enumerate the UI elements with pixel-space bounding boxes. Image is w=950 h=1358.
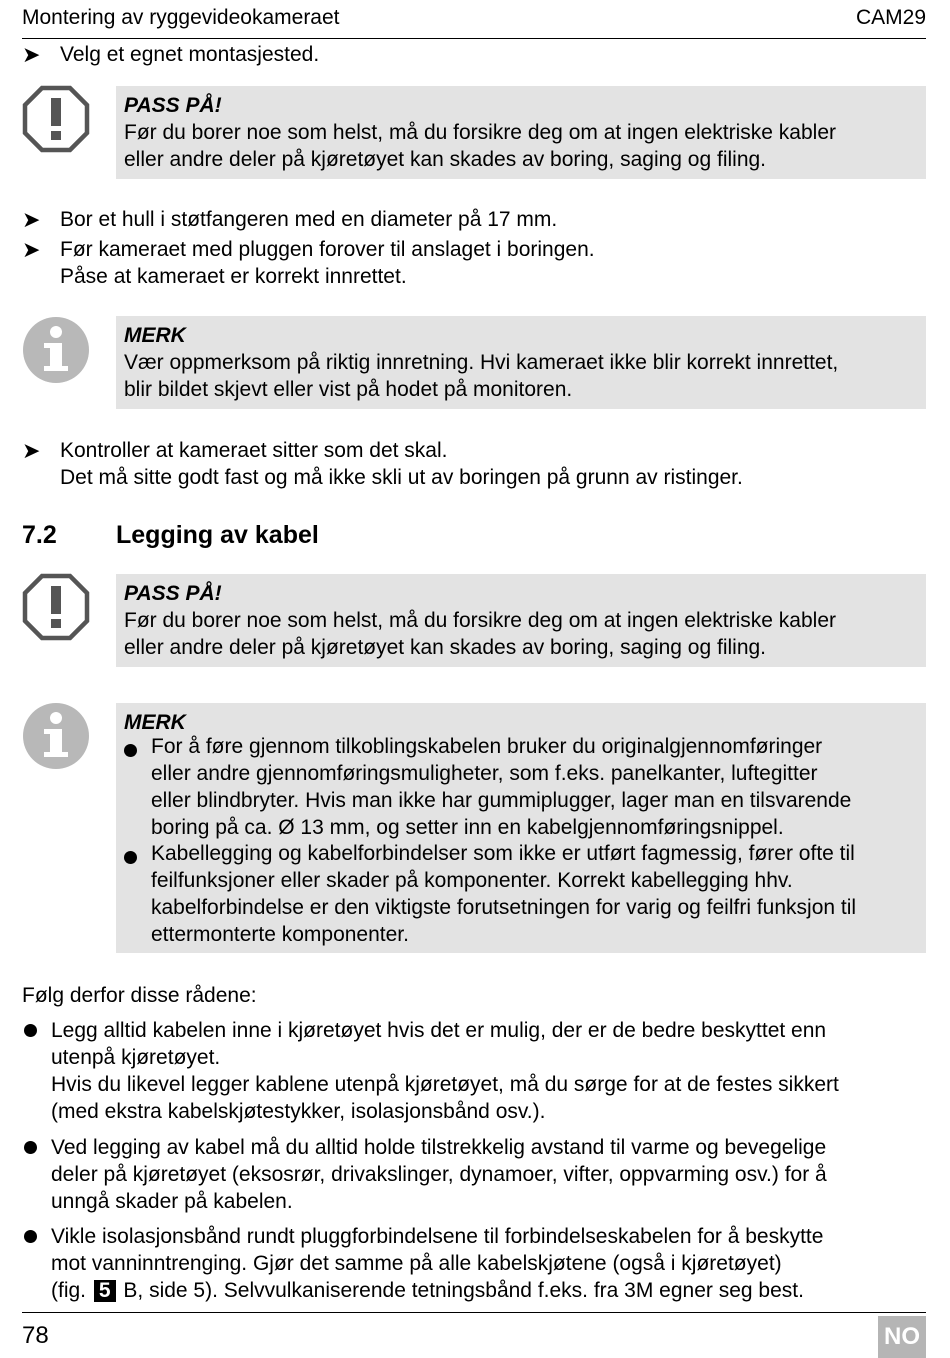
step-text: Velg et egnet montasjested. — [60, 43, 320, 66]
arrow-icon: ➤ — [22, 438, 41, 463]
figure-ref-badge: 5 — [94, 1280, 116, 1302]
step-line: Det må sitte godt fast og må ikke skli ut av boringen på grunn av ristinger. — [60, 466, 743, 489]
arrow-icon: ➤ — [22, 42, 41, 67]
warning-icon — [22, 573, 90, 641]
language-badge: NO — [878, 1316, 926, 1358]
header-title: Montering av ryggevideokameraet — [22, 6, 340, 29]
step-line: Kontroller at kameraet sitter som det skal. — [60, 439, 448, 462]
note-title: MERK — [124, 711, 186, 734]
page-number: 78 — [22, 1322, 49, 1349]
arrow-icon: ➤ — [22, 207, 41, 232]
advice-line: Vikle isolasjonsbånd rundt pluggforbindelsene til forbindelseskabelen for å beskytte — [51, 1225, 824, 1248]
warning-title: PASS PÅ! — [124, 582, 222, 605]
info-icon — [22, 702, 90, 770]
bullet-icon — [124, 744, 137, 757]
info-icon — [22, 316, 90, 384]
note-line: boring på ca. Ø 13 mm, og setter inn en kabelgjennomføringsnippel. — [151, 816, 784, 839]
note-box-1 — [116, 316, 926, 409]
step-line: Før kameraet med pluggen forover til anslaget i boringen. — [60, 238, 595, 261]
note-line: eller andre gjennomføringsmuligheter, som f.eks. panelkanter, luftegitter — [151, 762, 818, 785]
fig-suffix: B, side 5). Selvvulkaniserende tetningsbånd f.eks. fra 3M egner seg best. — [123, 1279, 804, 1302]
note-bullet-2 — [151, 840, 856, 948]
warning-body — [124, 607, 836, 661]
arrow-icon: ➤ — [22, 237, 41, 262]
advice-item-3 — [51, 1223, 823, 1304]
warning-box-1 — [116, 86, 926, 179]
note-line: Vær oppmerksom på riktig innretning. Hvi kameraet ikke blir korrekt innrettet, — [124, 351, 839, 374]
advice-line: utenpå kjøretøyet. — [51, 1046, 221, 1069]
step-line: Påse at kameraet er korrekt innrettet. — [60, 265, 407, 288]
step-text — [60, 437, 743, 491]
warning-line: eller andre deler på kjøretøyet kan skades av boring, saging og filing. — [124, 148, 767, 171]
warning-title: PASS PÅ! — [124, 94, 222, 117]
advice-item-2 — [51, 1134, 827, 1215]
warning-box-2 — [116, 574, 926, 667]
advice-line: Hvis du likevel legger kablene utenpå kjøretøyet, må du sørge for at de festes sikkert — [51, 1073, 839, 1096]
note-line: ettermonterte komponenter. — [151, 923, 409, 946]
advice-line: (med ekstra kabelskjøtestykker, isolasjonsbånd osv.). — [51, 1100, 546, 1123]
note-title: MERK — [124, 324, 186, 347]
note-line: For å føre gjennom tilkoblingskabelen bruker du originalgjennomføringer — [151, 735, 823, 758]
advice-line: deler på kjøretøyet (eksosrør, drivakslinger, dynamoer, vifter, oppvarming osv.) for å — [51, 1163, 827, 1186]
advice-line — [51, 1277, 823, 1304]
advice-line: unngå skader på kabelen. — [51, 1190, 293, 1213]
footer-divider — [22, 1312, 926, 1313]
warning-line: Før du borer noe som helst, må du forsikre deg om at ingen elektriske kabler — [124, 609, 836, 632]
section-number: 7.2 — [22, 521, 57, 549]
note-line: blir bildet skjevt eller vist på hodet på monitoren. — [124, 378, 573, 401]
note-line: feilfunksjoner eller skader på komponenter. Korrekt kabellegging hhv. — [151, 869, 793, 892]
advice-item-1 — [51, 1017, 839, 1125]
warning-body — [124, 119, 836, 173]
note-body — [124, 349, 838, 403]
advice-intro: Følg derfor disse rådene: — [22, 984, 257, 1007]
note-bullet-1 — [151, 733, 851, 841]
advice-line: mot vanninntrenging. Gjør det samme på alle kabelskjøtene (også i kjøretøyet) — [51, 1252, 782, 1275]
page-header — [22, 6, 926, 39]
header-product: CAM29 — [855, 6, 926, 29]
note-line: Kabellegging og kabelforbindelser som ikke er utført fagmessig, fører ofte til — [151, 842, 855, 865]
note-box-2 — [116, 703, 926, 953]
note-line: eller blindbryter. Hvis man ikke har gummiplugger, lager man en tilsvarende — [151, 789, 852, 812]
warning-line: eller andre deler på kjøretøyet kan skades av boring, saging og filing. — [124, 636, 767, 659]
step-text — [60, 236, 595, 290]
advice-line: Ved legging av kabel må du alltid holde tilstrekkelig avstand til varme og bevegelige — [51, 1136, 827, 1159]
bullet-icon — [24, 1141, 37, 1154]
note-line: kabelforbindelse er den viktigste forutsetningen for varig og feilfri funksjon til — [151, 896, 857, 919]
section-title: Legging av kabel — [116, 521, 319, 549]
bullet-icon — [124, 851, 137, 864]
warning-line: Før du borer noe som helst, må du forsikre deg om at ingen elektriske kabler — [124, 121, 836, 144]
bullet-icon — [24, 1230, 37, 1243]
bullet-icon — [24, 1024, 37, 1037]
step-text: Bor et hull i støtfangeren med en diameter på 17 mm. — [60, 208, 558, 231]
advice-line: Legg alltid kabelen inne i kjøretøyet hvis det er mulig, der er de bedre beskyttet enn — [51, 1019, 827, 1042]
fig-prefix: (fig. — [51, 1279, 87, 1302]
warning-icon — [22, 85, 90, 153]
